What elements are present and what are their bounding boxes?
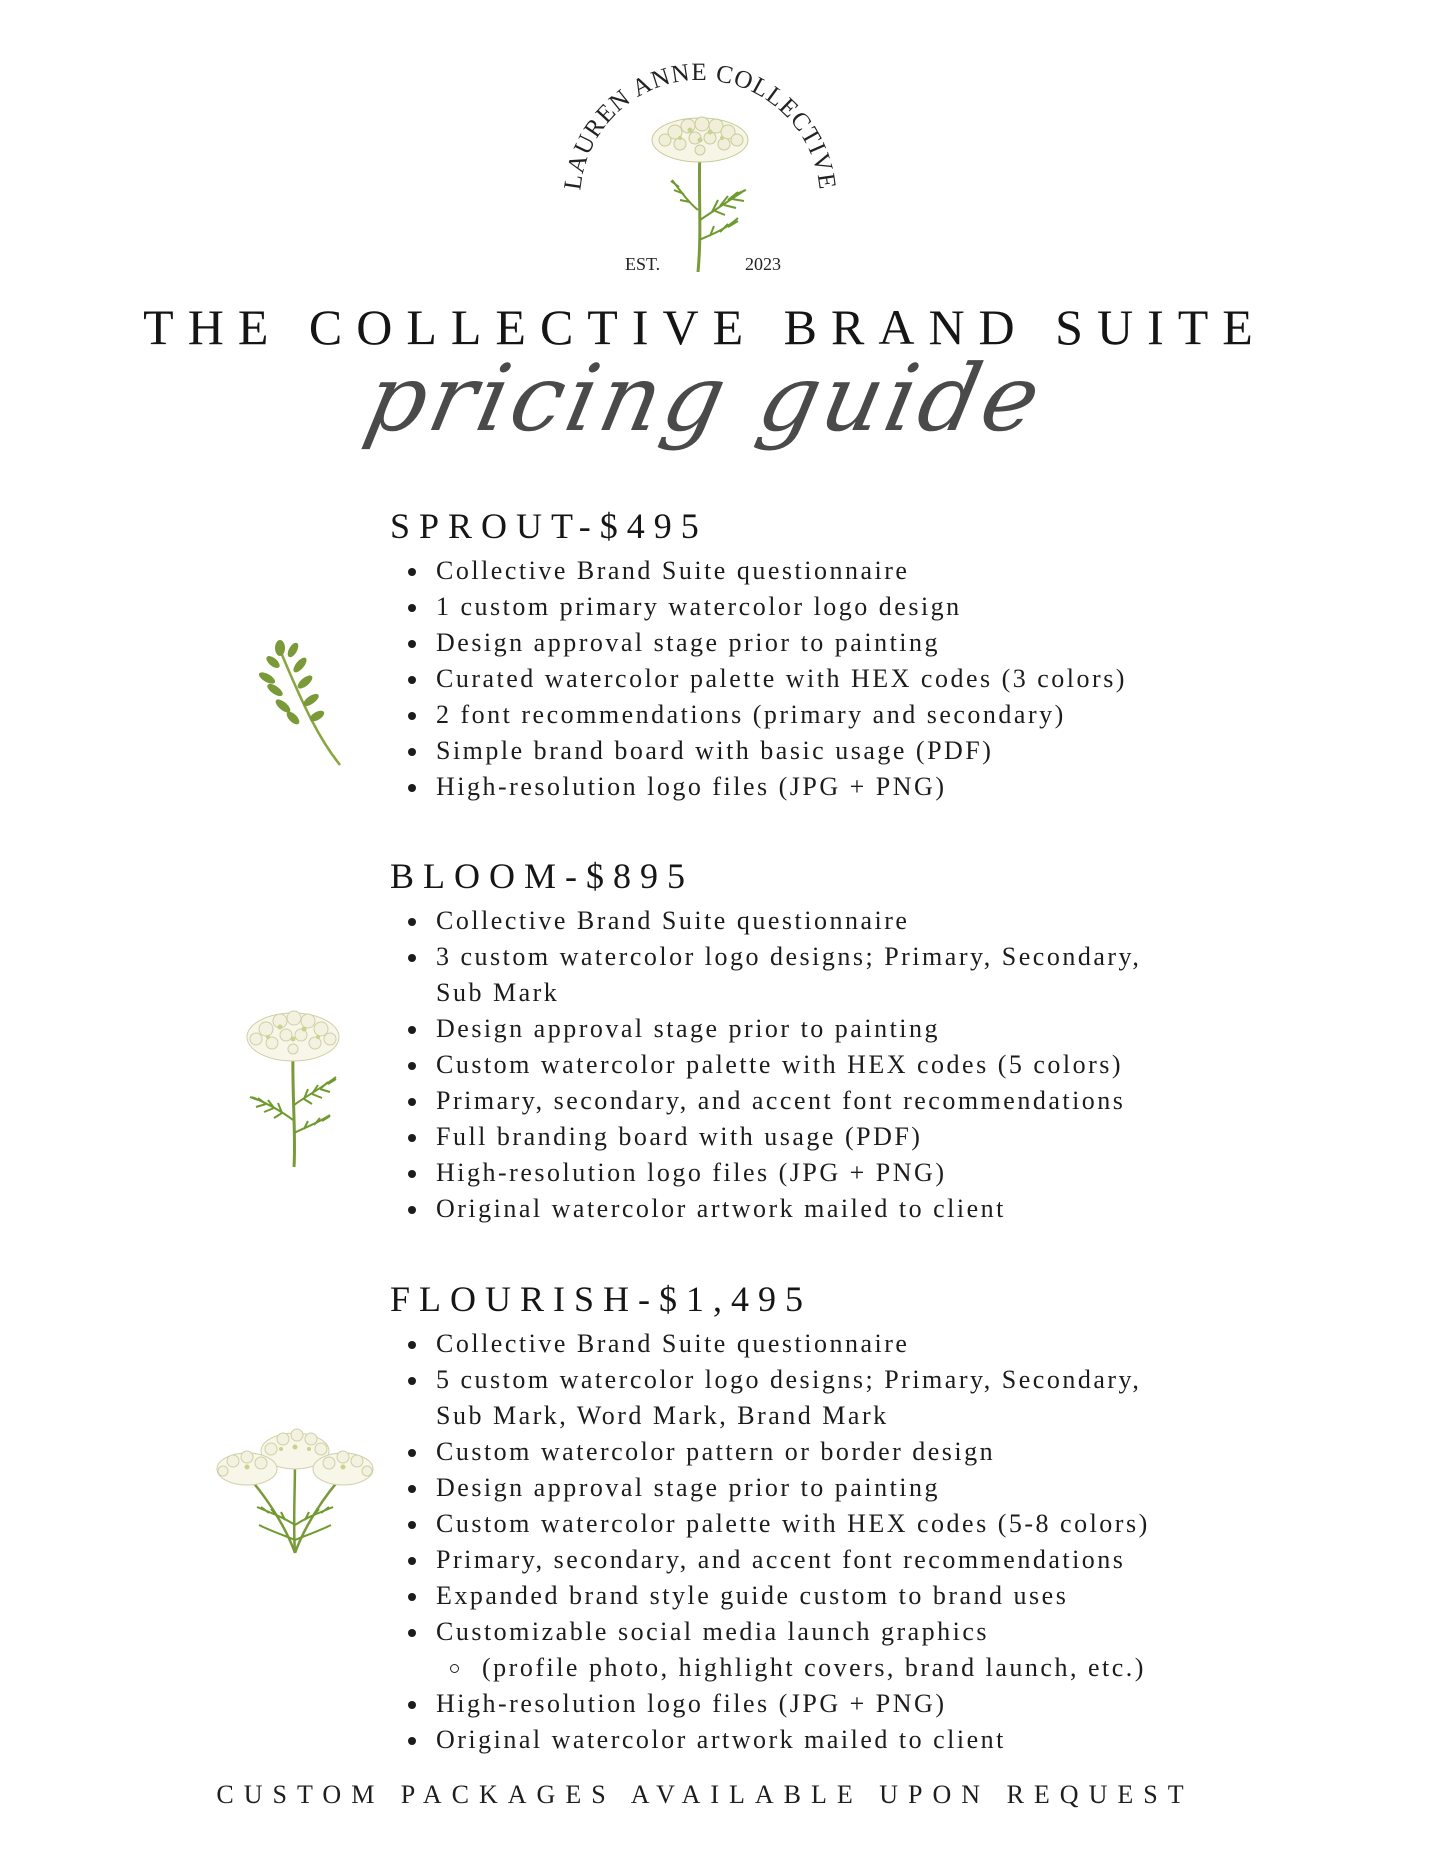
flower-cluster-icon bbox=[215, 1425, 375, 1555]
logo-est-label: EST. bbox=[625, 254, 661, 274]
list-item: Custom watercolor palette with HEX codes (5-8 colors) bbox=[390, 1506, 1400, 1542]
list-item: Design approval stage prior to painting bbox=[390, 1011, 1400, 1047]
list-item: Custom watercolor pattern or border design bbox=[390, 1434, 1400, 1470]
logo-brand-name: LAUREN ANNE COLLECTIVE bbox=[559, 58, 841, 192]
single-flower-icon bbox=[238, 1005, 348, 1170]
list-item: Curated watercolor palette with HEX codes (3 colors) bbox=[390, 661, 1400, 697]
list-item: 1 custom primary watercolor logo design bbox=[390, 589, 1400, 625]
list-item: Original watercolor artwork mailed to client bbox=[390, 1722, 1400, 1758]
list-item: Primary, secondary, and accent font recommendations bbox=[390, 1083, 1400, 1119]
custom-packages-note: CUSTOM PACKAGES AVAILABLE UPON REQUEST bbox=[216, 1780, 1194, 1809]
tier-heading: BLOOM-$895 bbox=[390, 856, 694, 896]
list-item: Collective Brand Suite questionnaire bbox=[390, 903, 1400, 939]
list-item: Original watercolor artwork mailed to client bbox=[390, 1191, 1400, 1227]
tier-bloom bbox=[390, 855, 1400, 1227]
queen-annes-lace-flower-icon bbox=[540, 40, 860, 290]
feature-list bbox=[390, 903, 1400, 1227]
list-item: Design approval stage prior to painting bbox=[390, 1470, 1400, 1506]
list-item: Custom watercolor palette with HEX codes (5 colors) bbox=[390, 1047, 1400, 1083]
list-item: High-resolution logo files (JPG + PNG) bbox=[390, 1155, 1400, 1191]
tier-sprout bbox=[390, 505, 1400, 805]
logo-est-year: 2023 bbox=[745, 254, 781, 274]
list-item: Simple brand board with basic usage (PDF) bbox=[390, 733, 1400, 769]
list-item: Customizable social media launch graphics bbox=[390, 1614, 1400, 1650]
feature-list bbox=[390, 1326, 1400, 1758]
list-item: Collective Brand Suite questionnaire bbox=[390, 1326, 1400, 1362]
list-item: Primary, secondary, and accent font recommendations bbox=[390, 1542, 1400, 1578]
sub-list-item: (profile photo, highlight covers, brand launch, etc.) bbox=[390, 1650, 1400, 1686]
list-item: High-resolution logo files (JPG + PNG) bbox=[390, 769, 1400, 805]
list-item: 3 custom watercolor logo designs; Primary, Secondary, Sub Mark bbox=[390, 939, 1196, 1011]
tier-heading: FLOURISH-$1,495 bbox=[390, 1279, 813, 1319]
fern-sprig-icon bbox=[245, 630, 345, 770]
feature-list bbox=[390, 553, 1400, 805]
list-item: Full branding board with usage (PDF) bbox=[390, 1119, 1400, 1155]
list-item: Design approval stage prior to painting bbox=[390, 625, 1400, 661]
list-item: Collective Brand Suite questionnaire bbox=[390, 553, 1400, 589]
list-item: Expanded brand style guide custom to brand uses bbox=[390, 1578, 1400, 1614]
brand-logo bbox=[540, 40, 860, 290]
list-item: 5 custom watercolor logo designs; Primary, Secondary, Sub Mark, Word Mark, Brand Mark bbox=[390, 1362, 1196, 1434]
page-title: THE COLLECTIVE BRAND SUITE bbox=[143, 299, 1267, 355]
tier-flourish bbox=[390, 1278, 1400, 1758]
script-subtitle: pricing guide bbox=[356, 345, 1054, 452]
list-item: 2 font recommendations (primary and secondary) bbox=[390, 697, 1400, 733]
tier-heading: SPROUT-$495 bbox=[390, 506, 708, 546]
list-item: High-resolution logo files (JPG + PNG) bbox=[390, 1686, 1400, 1722]
